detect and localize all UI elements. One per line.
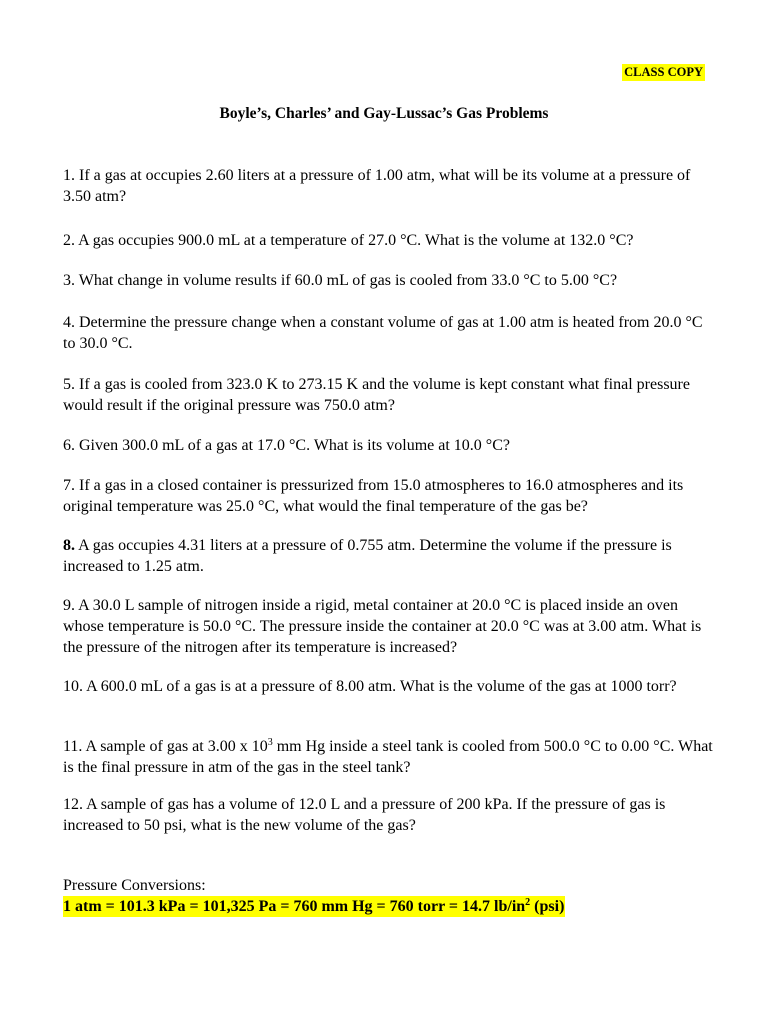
question-text: If a gas is cooled from 323.0 K to 273.15 K and the volume is kept constant what final pressure would result if the original pressure was 750.0 atm? — [63, 376, 690, 414]
question-number: 11. — [63, 738, 83, 755]
question-text: If a gas in a closed container is pressurized from 15.0 atmospheres to 16.0 atmospheres and its original temperature was 25.0 °C, what would the final temperature of the gas be? — [63, 477, 684, 515]
question-text: If a gas at occupies 2.60 liters at a pressure of 1.00 atm, what will be its volume at a pressure of 3.50 atm? — [63, 167, 691, 205]
question-7 — [63, 475, 713, 517]
page-title: Boyle’s, Charles’ and Gay-Lussac’s Gas Problems — [219, 105, 549, 122]
question-3 — [63, 270, 713, 291]
question-8 — [63, 535, 713, 577]
question-text: A gas occupies 900.0 mL at a temperature of 27.0 °C. What is the volume at 132.0 °C? — [78, 232, 634, 249]
question-text: Given 300.0 mL of a gas at 17.0 °C. What is its volume at 10.0 °C? — [79, 437, 510, 454]
question-5 — [63, 374, 713, 416]
formula-exponent: 2 — [525, 897, 531, 908]
question-number: 10. — [63, 678, 83, 695]
question-9 — [63, 595, 713, 658]
question-12 — [63, 794, 713, 836]
question-number: 2. — [63, 232, 75, 249]
question-number: 12. — [63, 796, 83, 813]
question-text: A sample of gas has a volume of 12.0 L and a pressure of 200 kPa. If the pressure of gas is increased to 50 psi, what is the new volume of the gas? — [63, 796, 666, 834]
question-number: 4. — [63, 314, 75, 331]
question-number: 1. — [63, 167, 75, 184]
question-1 — [63, 165, 713, 207]
question-11 — [63, 736, 713, 778]
conversions-label: Pressure Conversions: — [63, 877, 206, 894]
question-text: A gas occupies 4.31 liters at a pressure of 0.755 atm. Determine the volume if the pressure is increased to 1.25 atm. — [63, 537, 672, 575]
exponent: 3 — [267, 737, 273, 748]
question-text-before: A sample of gas at 3.00 x 10 — [85, 738, 268, 755]
question-number: 6. — [63, 437, 75, 454]
question-text-after: mm Hg inside a steel tank is cooled from 500.0 °C to 0.00 °C. What is the final pressure in atm of the gas in the steel tank? — [63, 738, 713, 776]
question-text: A 600.0 mL of a gas is at a pressure of 8.00 atm. What is the volume of the gas at 1000 torr? — [86, 678, 677, 695]
question-number: 9. — [63, 597, 75, 614]
question-text: What change in volume results if 60.0 mL of gas is cooled from 33.0 °C to 5.00 °C? — [78, 272, 618, 289]
formula-unit: (psi) — [530, 898, 565, 915]
question-number: 3. — [63, 272, 75, 289]
question-number: 7. — [63, 477, 75, 494]
formula-text: 1 atm = 101.3 kPa = 101,325 Pa = 760 mm Hg = 760 torr = 14.7 lb/in — [63, 898, 526, 915]
question-text: A 30.0 L sample of nitrogen inside a rigid, metal container at 20.0 °C is placed inside an oven whose temperature is 50.0 °C. The pressure inside the container at 20.0 °C was at 3.00 atm. What is the pressure of the nitrogen after its temperature is increased? — [63, 597, 702, 656]
question-6 — [63, 435, 713, 456]
question-4 — [63, 312, 713, 354]
question-2 — [63, 230, 713, 251]
conversions-formula — [63, 896, 565, 917]
class-copy-badge: CLASS COPY — [624, 65, 703, 79]
question-number: 5. — [63, 376, 75, 393]
question-10 — [63, 676, 713, 697]
question-number: 8. — [63, 537, 75, 554]
question-text: Determine the pressure change when a constant volume of gas at 1.00 atm is heated from 20.0 °C to 30.0 °C. — [63, 314, 703, 352]
